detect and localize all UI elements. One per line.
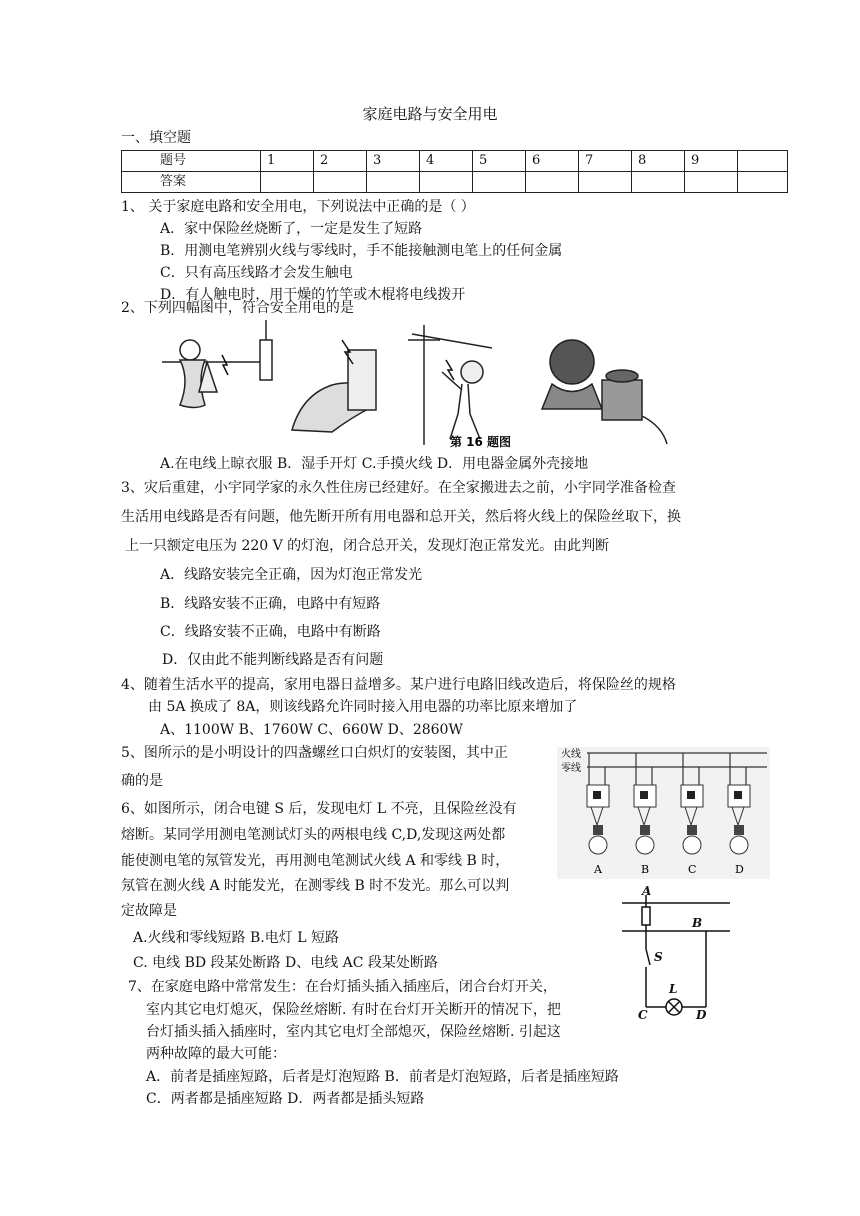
node-b-label: B	[692, 916, 703, 930]
table-cell: 2	[314, 151, 367, 172]
answer-cell	[473, 172, 526, 193]
q7-options-2: C．两者都是插座短路 D．两者都是插头短路	[146, 1091, 425, 1107]
node-d-label: D	[696, 1008, 707, 1020]
table-row	[122, 172, 788, 193]
q6-line-3: 能使测电笔的氖管发光，再用测电笔测试火线 A 和零线 B 时，	[121, 853, 510, 869]
answer-cell	[632, 172, 685, 193]
bulb-label-a: A	[594, 863, 602, 876]
touching-live-wire-illustration	[408, 325, 492, 445]
q7-line-2: 室内其它电灯熄灭，保险丝熔断. 有时在台灯开关断开的情况下，把	[146, 1002, 561, 1018]
q7-line-3: 台灯插头插入插座时，室内其它电灯全部熄灭，保险丝熔断. 引起这	[146, 1024, 561, 1040]
wet-hand-switch-illustration	[292, 340, 376, 432]
q2-stem: 2、下列四幅图中，符合安全用电的是	[121, 300, 354, 316]
q5-line-2: 确的是	[121, 773, 163, 789]
lamp-l-label: L	[669, 982, 678, 996]
table-cell: 9	[685, 151, 738, 172]
answer-cell	[367, 172, 420, 193]
lamp-assembly-b	[634, 753, 656, 854]
table-cell: 7	[579, 151, 632, 172]
answer-cell	[526, 172, 579, 193]
node-a-label: A	[642, 885, 652, 898]
neutral-wire-label: 零线	[561, 763, 581, 774]
live-wire-label: 火线	[561, 749, 581, 760]
bulb-label-b: B	[641, 863, 650, 876]
lamp-assembly-a	[587, 753, 609, 854]
q3-option-c: C．线路安装不正确，电路中有断路	[160, 624, 381, 640]
table-cell: 6	[526, 151, 579, 172]
q6-line-1: 6、如图所示，闭合电键 S 后，发现电灯 L 不亮，且保险丝没有	[121, 801, 517, 817]
clothes-on-wire-illustration	[162, 320, 272, 408]
table-cell	[738, 151, 788, 172]
q1-option-a: A．家中保险丝烧断了，一定是发生了短路	[160, 221, 423, 237]
q3-line-3: 上一只额定电压为 220 V 的灯泡，闭合总开关，发现灯泡正常发光。由此判断	[125, 538, 610, 554]
section-heading: 一、填空题	[121, 130, 191, 146]
q3-line-2: 生活用电线路是否有问题，他先断开所有用电器和总开关，然后将火线上的保险丝取下，换	[121, 509, 681, 525]
node-c-label: C	[638, 1008, 648, 1020]
q4-line-2: 由 5A 换成了 8A，则该线路允许同时接入用电器的功率比原来增加了	[148, 699, 578, 715]
answer-cell	[685, 172, 738, 193]
bulb-label-c: C	[688, 863, 697, 876]
lamp-assembly-c	[681, 753, 703, 854]
q1-option-d: D．有人触电时，用干燥的竹竿或木棍将电线拨开	[160, 287, 466, 303]
q3-option-d: D．仅由此不能判断线路是否有问题	[162, 652, 384, 668]
table-row	[122, 151, 788, 172]
answer-cell	[261, 172, 314, 193]
q1-stem: 1、 关于家庭电路和安全用电，下列说法中正确的是（ ）	[121, 199, 475, 215]
q1-option-c: C．只有高压线路才会发生触电	[160, 265, 353, 281]
table-cell: 4	[420, 151, 473, 172]
answer-cell	[738, 172, 788, 193]
q6-circuit-figure	[622, 885, 732, 1020]
page-title: 家庭电路与安全用电	[362, 105, 498, 123]
figure-caption: 第 16 题图	[450, 435, 512, 449]
q5-figure	[557, 747, 770, 879]
table-cell: 3	[367, 151, 420, 172]
table-cell: 题号	[122, 151, 261, 172]
table-cell: 答案	[122, 172, 261, 193]
q6-line-2: 熔断。某同学用测电笔测试灯头的两根电线 C,D,发现这两处都	[121, 827, 506, 843]
table-cell: 1	[261, 151, 314, 172]
answer-cell	[579, 172, 632, 193]
answer-cell	[420, 172, 473, 193]
q7-options-1: A．前者是插座短路，后者是灯泡短路 B．前者是灯泡短路，后者是插座短路	[146, 1069, 619, 1085]
q2-figure	[162, 320, 674, 450]
answer-table	[121, 150, 788, 193]
appliance-grounded-illustration	[542, 340, 667, 444]
q6-options-2: C. 电线 BD 段某处断路 D、电线 AC 段某处断路	[133, 955, 438, 971]
q7-line-4: 两种故障的最大可能：	[146, 1046, 286, 1062]
table-cell: 8	[632, 151, 685, 172]
q7-line-1: 7、在家庭电路中常常发生：在台灯插头插入插座后，闭合台灯开关，	[128, 979, 557, 995]
q3-option-b: B．线路安装不正确，电路中有短路	[160, 596, 381, 612]
q3-option-a: A．线路安装完全正确，因为灯泡正常发光	[160, 567, 423, 583]
table-cell: 5	[473, 151, 526, 172]
answer-cell	[314, 172, 367, 193]
q1-option-b: B．用测电笔辨别火线与零线时，手不能接触测电笔上的任何金属	[160, 243, 563, 259]
q4-options: A、1100W B、1760W C、660W D、2860W	[160, 722, 463, 738]
q5-line-1: 5、图所示的是小明设计的四盏螺丝口白炽灯的安装图，其中正	[121, 745, 508, 761]
q6-line-4: 氖管在测火线 A 时能发光，在测零线 B 时不发光。那么可以判	[121, 878, 510, 894]
bulb-label-d: D	[735, 863, 744, 876]
q6-line-5: 定故障是	[121, 903, 177, 919]
q3-line-1: 3、灾后重建，小宇同学家的永久性住房已经建好。在全家搬进去之前，小宇同学准备检查	[121, 480, 676, 496]
switch-s-label: S	[654, 950, 663, 964]
q6-options-1: A.火线和零线短路 B.电灯 L 短路	[133, 930, 339, 946]
q2-options: A.在电线上晾衣服 B．湿手开灯 C.手摸火线 D．用电器金属外壳接地	[160, 456, 589, 472]
lamp-assembly-d	[728, 753, 750, 854]
q4-line-1: 4、随着生活水平的提高，家用电器日益增多。某户进行电路旧线改造后，将保险丝的规格	[121, 677, 676, 693]
